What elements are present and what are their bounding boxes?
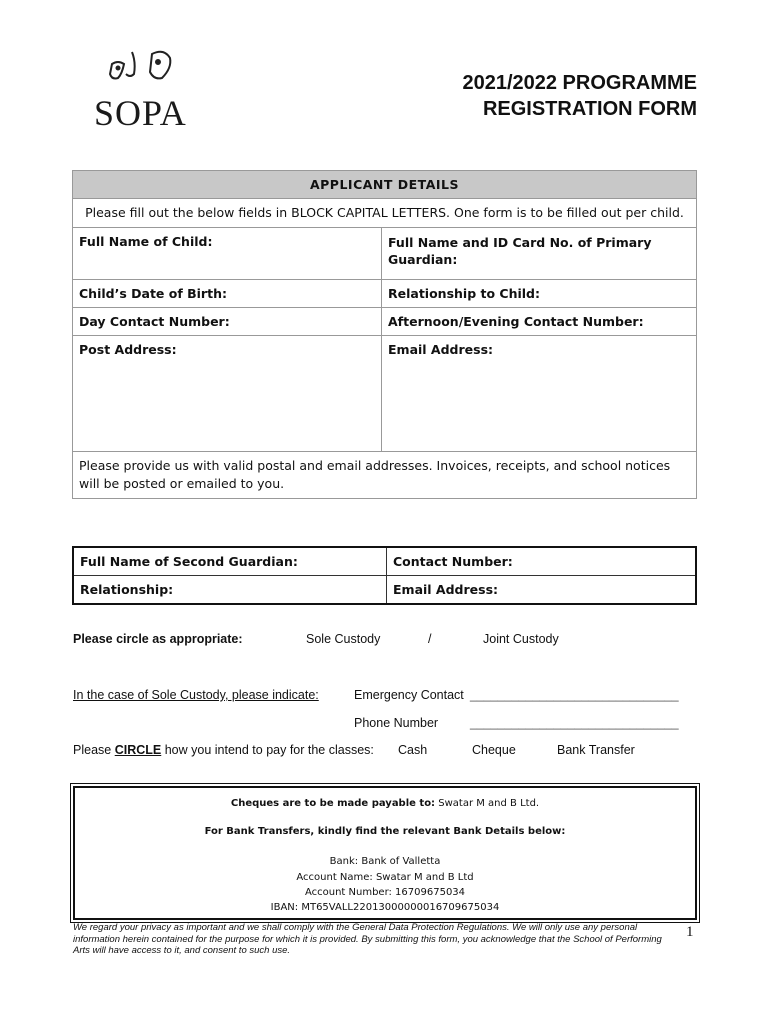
- payment-option-cash[interactable]: Cash: [398, 743, 428, 757]
- logo-text: SOPA: [94, 93, 187, 133]
- second-guardian-table: [72, 546, 697, 605]
- bank-transfer-heading: For Bank Transfers, kindly find the relevant Bank Details below:: [204, 826, 566, 837]
- email-address-field[interactable]: Email Address:: [382, 336, 697, 452]
- form-title: [462, 70, 697, 122]
- day-contact-field[interactable]: Day Contact Number:: [73, 308, 382, 336]
- child-name-field[interactable]: Full Name of Child:: [73, 228, 382, 280]
- sole-custody-option[interactable]: Sole Custody: [306, 632, 381, 646]
- cheques-payable-line: [75, 798, 695, 809]
- custody-prompt: Please circle as appropriate:: [73, 632, 243, 646]
- emergency-contact-input[interactable]: ______________________________: [470, 688, 679, 702]
- bank-name: Bank: Bank of Valletta: [329, 856, 441, 867]
- emergency-contact-label: Emergency Contact: [354, 688, 464, 702]
- payment-instruction: [73, 743, 374, 757]
- address-notice: Please provide us with valid postal and email addresses. Invoices, receipts, and school notices will be posted or emailed to you.: [73, 452, 697, 499]
- privacy-notice: We regard your privacy as important and we shall comply with the General Data Protection Regulations. We will only use any personal information herein contained for the purpose for which it is provided. By submitting this form, you acknowledge that the School of Performing Arts will have access to it, and consent to such use.: [73, 922, 662, 956]
- cheques-payee: Swatar M and B Ltd.: [438, 798, 540, 809]
- applicant-intro: Please fill out the below fields in BLOCK CAPITAL LETTERS. One form is to be filled out per child.: [73, 199, 697, 228]
- payment-option-bank-transfer[interactable]: Bank Transfer: [557, 743, 635, 757]
- title-line-2: REGISTRATION FORM: [482, 98, 697, 120]
- joint-custody-option[interactable]: Joint Custody: [483, 632, 559, 646]
- iban: IBAN: MT65VALL22013000000016709675034: [270, 902, 500, 913]
- phone-number-input[interactable]: ______________________________: [470, 716, 679, 730]
- second-guardian-relationship-field[interactable]: Relationship:: [73, 576, 387, 605]
- phone-number-label: Phone Number: [354, 716, 439, 730]
- custody-separator: /: [428, 632, 432, 646]
- relationship-field[interactable]: Relationship to Child:: [382, 280, 697, 308]
- second-guardian-email-field[interactable]: Email Address:: [387, 576, 697, 605]
- payment-suffix: how you intend to pay for the classes:: [164, 743, 374, 757]
- account-name: Account Name: Swatar M and B Ltd: [296, 872, 474, 883]
- bank-details-box: [73, 786, 697, 920]
- logo-note: [126, 52, 135, 76]
- page-number: 1: [686, 924, 694, 940]
- payment-prefix: Please: [73, 743, 112, 757]
- child-dob-field[interactable]: Child’s Date of Birth:: [73, 280, 382, 308]
- sole-custody-instruction: In the case of Sole Custody, please indicate:: [73, 688, 319, 702]
- account-number: Account Number: 16709675034: [304, 887, 466, 898]
- evening-contact-field[interactable]: Afternoon/Evening Contact Number:: [382, 308, 697, 336]
- cheques-label: Cheques are to be made payable to:: [230, 798, 436, 809]
- second-guardian-contact-field[interactable]: Contact Number:: [387, 547, 697, 576]
- second-guardian-name-field[interactable]: Full Name of Second Guardian:: [73, 547, 387, 576]
- logo-mask-right: [150, 52, 170, 79]
- title-line-1: 2021/2022 PROGRAMME: [462, 72, 697, 94]
- post-address-field[interactable]: Post Address:: [73, 336, 382, 452]
- applicant-details-heading: APPLICANT DETAILS: [73, 171, 697, 199]
- applicant-details-table: [72, 170, 697, 499]
- payment-circle-word: CIRCLE: [114, 743, 162, 757]
- guardian-name-field[interactable]: Full Name and ID Card No. of Primary Guardian:: [382, 228, 697, 280]
- payment-option-cheque[interactable]: Cheque: [472, 743, 516, 757]
